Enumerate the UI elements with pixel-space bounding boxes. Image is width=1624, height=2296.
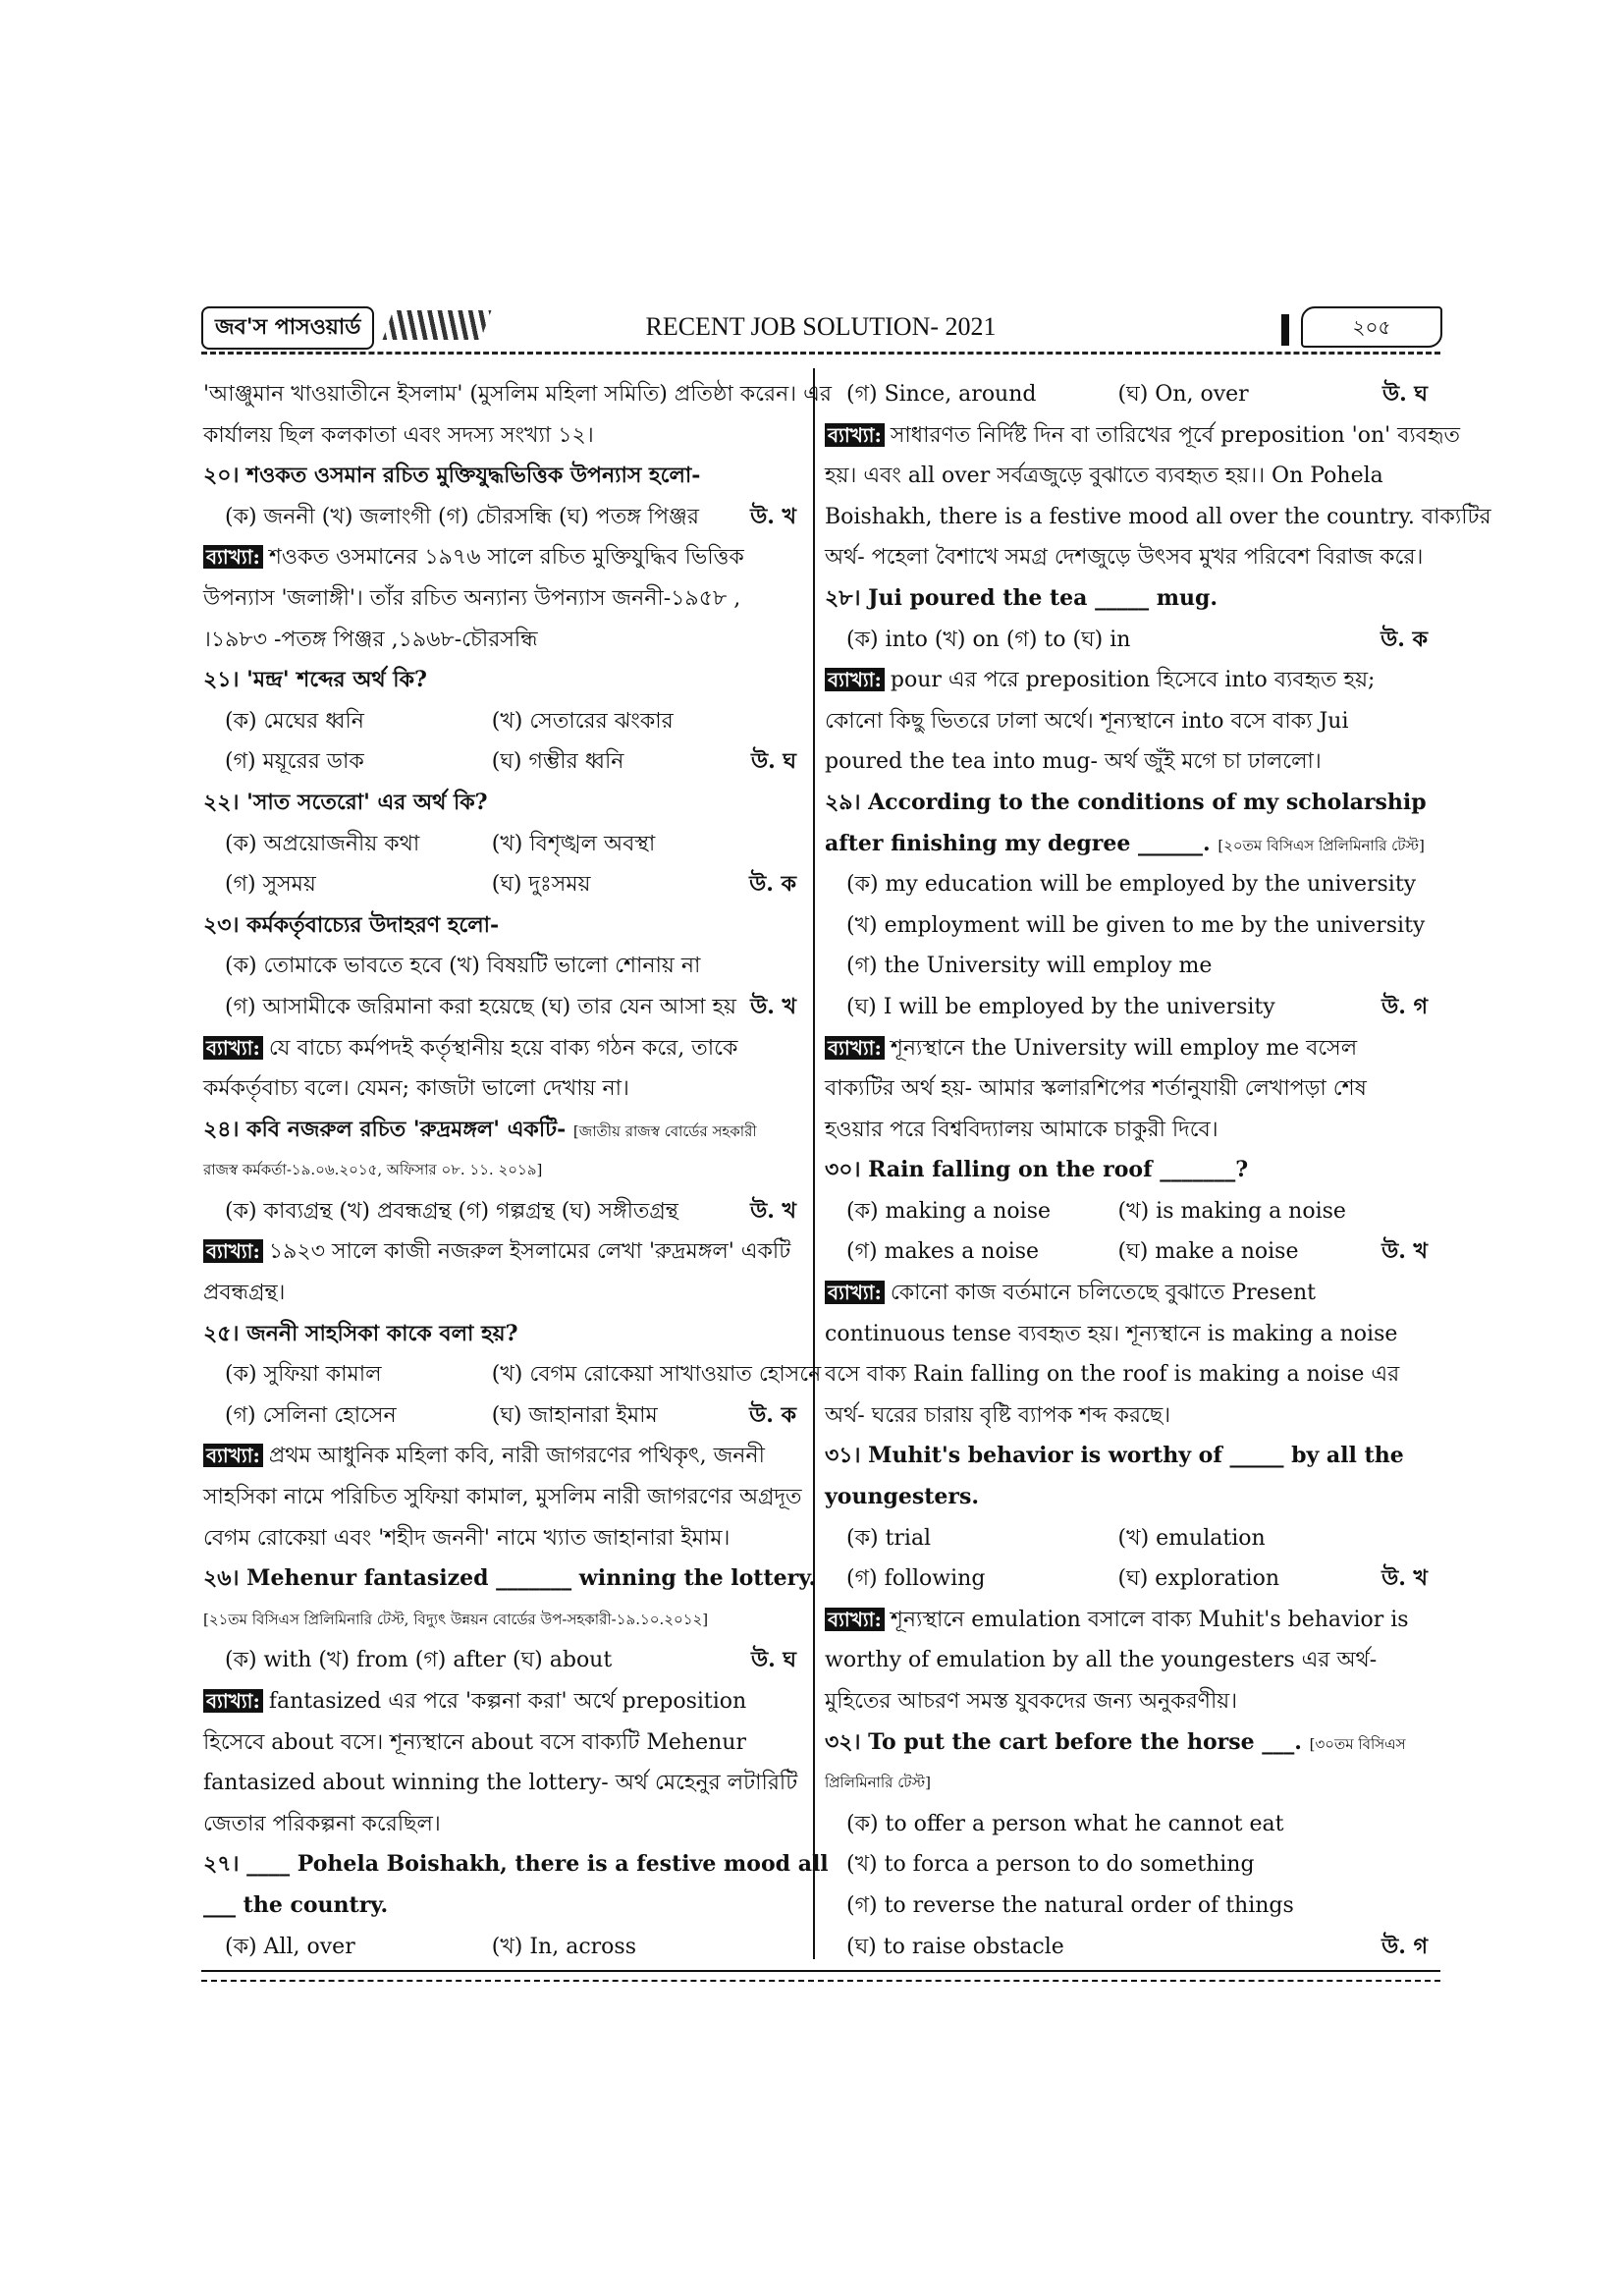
reference-text: প্রিলিমিনারি টেস্ট] <box>825 1774 931 1792</box>
question-text: ২১। 'মন্দ্র' শব্দের অর্থ কি? <box>203 667 427 693</box>
options-line <box>825 864 1435 905</box>
options-text: (ক) my education will be employed by the university <box>846 872 1417 898</box>
option: (ঘ) exploration <box>1117 1566 1280 1592</box>
body-text: continuous tense ব্যবহৃত হয়। শূন্যস্থানে is making a noise <box>825 1321 1398 1346</box>
body-text: poured the tea into mug- অর্থ জুঁই মগে চা ঢাললো। <box>825 749 1322 775</box>
question-line <box>825 1722 1435 1764</box>
options-line <box>203 741 804 783</box>
question-line <box>825 783 1435 824</box>
page-bar-mark <box>1281 314 1289 346</box>
options-line <box>825 374 1435 415</box>
question-line <box>203 456 804 497</box>
answer-key: উ. খ <box>750 1197 796 1224</box>
reference-line <box>825 1763 1435 1804</box>
option: (গ) Since, around <box>846 382 1037 407</box>
body-text: worthy of emulation by all the youngesters এর অর্থ- <box>825 1648 1378 1673</box>
option: (ক) All, over <box>225 1934 355 1959</box>
explanation-label: ব্যাখ্যা: <box>203 1444 263 1467</box>
question-text: ৩১। Muhit's behavior is worthy of _____ by all the <box>825 1443 1404 1469</box>
option: (গ) ময়ূরের ডাক <box>225 749 364 775</box>
question-line <box>203 783 804 824</box>
option: (গ) সেলিনা হোসেন <box>225 1402 397 1428</box>
options-line <box>825 1558 1435 1600</box>
options-line <box>825 1231 1435 1273</box>
option: (ঘ) make a noise <box>1117 1239 1299 1265</box>
left-column <box>203 374 832 1967</box>
body-text: fantasized about winning the lottery- অর্থ মেহেনুর লটারিটি <box>203 1771 798 1796</box>
options-line <box>203 1640 804 1681</box>
text-line <box>203 1804 804 1845</box>
question-line <box>825 1436 1435 1477</box>
text-line <box>825 1395 1435 1437</box>
option: (ক) making a noise <box>846 1198 1052 1224</box>
explanation-text: কোনো কাজ বর্তমানে চলিতেছে বুঝাতে Present <box>890 1281 1317 1306</box>
option: (ঘ) গম্ভীর ধ্বনি <box>491 749 624 775</box>
answer-key: উ. ঘ <box>1381 381 1428 407</box>
question-reference: [২০তম বিসিএস প্রিলিমিনারি টেস্ট] <box>1218 836 1425 854</box>
text-line <box>203 374 832 415</box>
explanation-text: fantasized এর পরে 'কল্পনা করা' অর্থে preposition <box>268 1689 747 1714</box>
options-line <box>825 1844 1435 1886</box>
question-line <box>825 1150 1435 1191</box>
question-text: ২৫। জননী সাহসিকা কাকে বলা হয়? <box>203 1320 518 1346</box>
question-text: ২৮। Jui poured the tea _____ mug. <box>825 584 1218 611</box>
option: (ঘ) On, over <box>1117 382 1249 407</box>
option: (গ) makes a noise <box>846 1239 1040 1265</box>
body-text: বাক্যটির অর্থ হয়- আমার স্কলারশিপের শর্তানুযায়ী লেখাপড়া শেষ <box>825 1076 1367 1102</box>
explanation-text: pour এর পরে preposition হিসেবে into ব্যবহৃত হয়; <box>890 668 1376 693</box>
options-line <box>203 1395 804 1437</box>
question-line <box>203 1314 804 1355</box>
explanation-label: ব্যাখ্যা: <box>203 545 263 569</box>
options-line <box>203 824 804 865</box>
text-line <box>825 1110 1435 1151</box>
options-line <box>203 1191 804 1232</box>
explanation-text: যে বাচ্যে কর্মপদই কর্তৃস্থানীয় হয়ে বাক্য গঠন করে, তাকে <box>268 1035 738 1061</box>
question-line <box>203 1558 817 1600</box>
question-line <box>825 578 1435 620</box>
explanation-label: ব্যাখ্যা: <box>203 1689 263 1713</box>
body-text: অর্থ- পহেলা বৈশাখে সমগ্র দেশজুড়ে উৎসব মুখর পরিবেশ বিরাজ করে। <box>825 545 1424 571</box>
text-line <box>825 497 1491 538</box>
option: (গ) following <box>846 1566 986 1592</box>
text-line <box>825 537 1435 578</box>
body-text: কর্মকর্তৃবাচ্য বলে। যেমন; কাজটা ভালো দেখায় না। <box>203 1076 629 1102</box>
right-column <box>825 374 1491 1967</box>
question-text: youngesters. <box>825 1484 980 1510</box>
text-line <box>203 1722 804 1764</box>
explanation-line <box>203 537 804 578</box>
text-line <box>825 1640 1435 1681</box>
text-line <box>203 415 804 457</box>
page-header <box>201 306 1440 355</box>
question-text: ৩২। To put the cart before the horse ___. <box>825 1728 1302 1755</box>
option: (খ) In, across <box>491 1934 636 1959</box>
explanation-text: প্রথম আধুনিক মহিলা কবি, নারী জাগরণের পথিকৃৎ, জননী <box>268 1444 765 1469</box>
question-text: after finishing my degree ______. <box>825 830 1211 856</box>
body-text: হিসেবে about বসে। শূন্যস্থানে about বসে বাক্যটি Mehenur <box>203 1729 746 1755</box>
body-text: 'আঞ্জুমান খাওয়াতীনে ইসলাম' (মুসলিম মহিলা সমিতি) প্রতিষ্ঠা করেন। এর <box>203 382 832 407</box>
question-line <box>825 1477 1435 1518</box>
question-reference: [জাতীয় রাজস্ব বোর্ডের সহকারী <box>572 1121 757 1140</box>
answer-key: উ. ক <box>1380 626 1428 652</box>
options-line <box>825 946 1435 987</box>
options-line <box>825 1886 1435 1927</box>
answer-key: উ. ঘ <box>750 748 796 775</box>
text-line <box>825 1314 1435 1355</box>
explanation-line <box>203 1028 804 1069</box>
explanation-line <box>825 660 1435 701</box>
answer-key: উ. খ <box>750 993 796 1019</box>
explanation-line <box>203 1231 804 1273</box>
explanation-line <box>825 1600 1435 1641</box>
option: (খ) is making a noise <box>1117 1198 1346 1224</box>
question-text: ২২। 'সাত সতেরো' এর অর্থ কি? <box>203 789 488 815</box>
options-line <box>203 497 804 538</box>
question-line <box>203 1844 829 1886</box>
body-text: উপন্যাস 'জলাঙ্গী'। তাঁর রচিত অন্যান্য উপন্যাস জননী-১৯৫৮ , <box>203 585 741 611</box>
reference-text: [২১তম বিসিএস প্রিলিমিনারি টেস্ট, বিদ্যুৎ উন্নয়ন বোর্ডের উপ-সহকারী-১৯.১০.২০১২] <box>203 1610 709 1628</box>
options-text: (ক) কাব্যগ্রন্থ (খ) প্রবন্ধগ্রন্থ (গ) গল্পগ্রন্থ (ঘ) সঙ্গীতগ্রন্থ <box>225 1198 678 1224</box>
options-line <box>825 1191 1435 1232</box>
options-line <box>203 946 804 987</box>
text-line <box>825 741 1435 783</box>
explanation-line <box>203 1681 804 1722</box>
text-line <box>825 456 1435 497</box>
text-line <box>203 620 804 661</box>
explanation-label: ব্যাখ্যা: <box>825 1281 885 1304</box>
question-line <box>825 824 1435 865</box>
question-line <box>203 905 804 947</box>
explanation-label: ব্যাখ্যা: <box>825 1036 885 1060</box>
option: (খ) সেতারের ঝংকার <box>491 708 674 734</box>
body-text: বেগম রোকেয়া এবং 'শহীদ জননী' নামে খ্যাত জাহানারা ইমাম। <box>203 1525 731 1551</box>
question-line <box>203 660 804 701</box>
page-number: ২০৫ <box>1301 306 1442 348</box>
options-text: (ক) into (খ) on (গ) to (ঘ) in <box>846 627 1131 652</box>
answer-key: উ. গ <box>1381 1933 1428 1959</box>
answer-key: উ. ক <box>749 1401 796 1428</box>
text-line <box>825 701 1435 742</box>
question-text: ___ the country. <box>203 1891 389 1918</box>
explanation-text: শওকত ওসমানের ১৯৭৬ সালে রচিত মুক্তিযুদ্ধিব ভিত্তিক <box>268 545 744 571</box>
options-text: (খ) employment will be given to me by the university <box>846 912 1426 938</box>
body-text: অর্থ- ঘরের চারায় বৃষ্টি ব্যাপক শব্দ করছে। <box>825 1402 1171 1428</box>
question-text: ২৯। According to the conditions of my scholarship <box>825 789 1427 815</box>
explanation-text: শূন্যস্থানে the University will employ me বসেল <box>890 1035 1358 1061</box>
text-line <box>825 1681 1435 1722</box>
body-text: মুহিতের আচরণ সমস্ত যুবকদের জন্য অনুকরণীয়। <box>825 1689 1238 1714</box>
options-line <box>825 905 1435 947</box>
option: (ঘ) জাহানারা ইমাম <box>491 1402 658 1428</box>
text-line <box>203 1763 804 1804</box>
body-text: জেতার পরিকল্পনা করেছিল। <box>203 1811 441 1836</box>
brand-logo: জব'স পাসওয়ার্ড <box>201 306 374 350</box>
question-text: ২৩। কর্মকর্তৃবাচ্যের উদাহরণ হলো- <box>203 911 500 938</box>
options-text: (ঘ) I will be employed by the university <box>846 994 1275 1019</box>
options-line <box>825 1927 1435 1968</box>
options-text: (গ) আসামীকে জরিমানা করা হয়েছে (ঘ) তার যেন আসা হয় <box>225 994 736 1019</box>
option: (খ) বিশৃঙ্খল অবস্থা <box>491 831 656 856</box>
answer-key: উ. গ <box>1381 993 1428 1019</box>
text-line <box>825 1068 1435 1110</box>
options-line <box>203 701 804 742</box>
explanation-label: ব্যাখ্যা: <box>825 1608 885 1631</box>
question-text: ২৬। Mehenur fantasized _______ winning the lottery. <box>203 1565 817 1592</box>
options-line <box>203 1927 804 1968</box>
options-text: (গ) the University will employ me <box>846 954 1213 979</box>
question-text: ২৪। কবি নজরুল রচিত 'রুদ্রমঙ্গল' একটি- <box>203 1116 567 1142</box>
body-text: কার্যালয় ছিল কলকাতা এবং সদস্য সংখ্যা ১২। <box>203 422 594 448</box>
question-text: ২০। শওকত ওসমান রচিত মুক্তিযুদ্ধভিত্তিক উপন্যাস হলো- <box>203 463 701 489</box>
explanation-text: ১৯২৩ সালে কাজী নজরুল ইসলামের লেখা 'রুদ্রমঙ্গল' একটি <box>268 1239 791 1265</box>
options-text: (খ) to forca a person to do something <box>846 1852 1255 1878</box>
options-line <box>203 1354 822 1395</box>
text-line <box>203 1068 804 1110</box>
question-line <box>203 1110 804 1151</box>
option: (ক) অপ্রয়োজনীয় কথা <box>225 831 420 856</box>
answer-key: উ. খ <box>1381 1238 1428 1265</box>
text-line <box>203 1273 804 1314</box>
explanation-line <box>825 415 1461 457</box>
body-text: বসে বাক্য Rain falling on the roof is making a noise এর <box>825 1362 1400 1388</box>
options-text: (ক) to offer a person what he cannot eat <box>846 1811 1284 1836</box>
explanation-line <box>203 1436 804 1477</box>
body-text: ।১৯৮৩ -পতঙ্গ পিঞ্জর ,১৯৬৮-চৌরসন্ধি <box>203 627 538 652</box>
explanation-line <box>825 1028 1435 1069</box>
options-line <box>825 620 1435 661</box>
answer-key: উ. খ <box>750 503 796 529</box>
text-line <box>203 578 804 620</box>
page-title: RECENT JOB SOLUTION- 2021 <box>645 312 997 341</box>
question-text: ৩০। Rain falling on the roof _______? <box>825 1157 1249 1183</box>
option: (খ) emulation <box>1117 1525 1266 1551</box>
question-text: ২৭। ____ Pohela Boishakh, there is a festive mood all <box>203 1851 829 1878</box>
options-text: (ঘ) to raise obstacle <box>846 1934 1064 1959</box>
question-line <box>203 1886 804 1927</box>
options-text: (ক) তোমাকে ভাবতে হবে (খ) বিষয়টি ভালো শোনায় না <box>225 954 701 979</box>
body-text: কোনো কিছু ভিতরে ঢালা অর্থে। শূন্যস্থানে into বসে বাক্য Jui <box>825 708 1349 734</box>
explanation-label: ব্যাখ্যা: <box>825 423 885 447</box>
answer-key: উ. খ <box>1381 1565 1428 1592</box>
explanation-label: ব্যাখ্যা: <box>825 668 885 691</box>
options-text: (ক) with (খ) from (গ) after (ঘ) about <box>225 1648 613 1673</box>
answer-key: উ. ঘ <box>750 1647 796 1673</box>
body-text: প্রবন্ধগ্রন্থ। <box>203 1281 286 1306</box>
option: (ক) সুফিয়া কামাল <box>225 1362 382 1388</box>
options-line <box>825 1518 1435 1559</box>
header-divider <box>201 352 1440 355</box>
explanation-label: ব্যাখ্যা: <box>203 1239 263 1263</box>
text-line <box>203 1477 804 1518</box>
body-text: হওয়ার পরে বিশ্ববিদ্যালয় আমাকে চাকুরী দিবে। <box>825 1117 1218 1142</box>
option: (খ) বেগম রোকেয়া সাখাওয়াত হোসনে <box>491 1362 822 1388</box>
options-line <box>203 987 804 1028</box>
question-reference: [৩০তম বিসিএস <box>1309 1734 1406 1753</box>
reference-text: রাজস্ব কর্মকর্তা-১৯.০৬.২০১৫, অফিসার ০৮. ১১. ২০১৯] <box>203 1161 543 1179</box>
reference-line <box>203 1600 804 1641</box>
options-text: (গ) to reverse the natural order of things <box>846 1892 1294 1918</box>
explanation-text: শূন্যস্থানে emulation বসালে বাক্য Muhit's behavior is <box>890 1607 1409 1632</box>
explanation-label: ব্যাখ্যা: <box>203 1036 263 1060</box>
text-line <box>825 1354 1435 1395</box>
options-line <box>203 864 804 905</box>
footer-divider <box>201 1970 1440 1982</box>
option: (গ) সুসময় <box>225 872 316 898</box>
body-text: হয়। এবং all over সর্বত্রজুড়ে বুঝাতে ব্যবহৃত হয়।। On Pohela <box>825 464 1383 489</box>
explanation-text: সাধারণত নির্দিষ্ট দিন বা তারিখের পূর্বে preposition 'on' ব্যবহৃত <box>890 422 1461 448</box>
body-text: সাহসিকা নামে পরিচিত সুফিয়া কামাল, মুসলিম নারী জাগরণের অগ্রদূত <box>203 1485 802 1510</box>
option: (ক) trial <box>846 1525 932 1551</box>
options-text: (ক) জননী (খ) জলাংগী (গ) চৌরসন্ধি (ঘ) পতঙ্গ পিঞ্জর <box>225 504 699 529</box>
option: (ঘ) দুঃসময় <box>491 872 591 898</box>
text-line <box>203 1518 804 1559</box>
reference-line <box>203 1150 804 1191</box>
body-text: Boishakh, there is a festive mood all over the country. বাক্যটির <box>825 504 1491 529</box>
options-line <box>825 1804 1435 1845</box>
option: (ক) মেঘের ধ্বনি <box>225 708 364 734</box>
column-divider <box>813 368 815 1959</box>
options-line <box>825 987 1435 1028</box>
explanation-line <box>825 1273 1435 1314</box>
answer-key: উ. ক <box>749 871 796 898</box>
